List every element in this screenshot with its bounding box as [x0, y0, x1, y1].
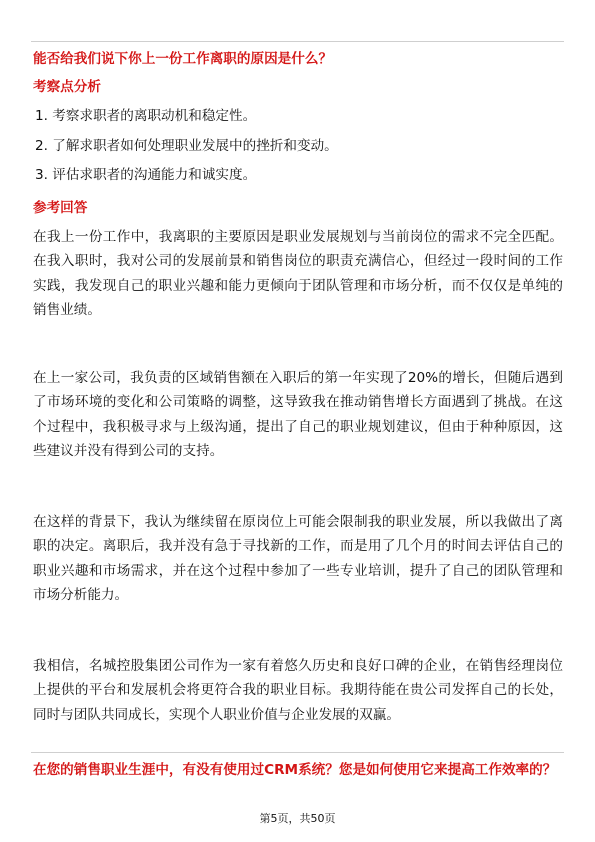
answer-paragraph: 在上一家公司，我负责的区域销售额在入职后的第一年实现了20%的增长，但随后遇到了市场环境的变化和公司策略的调整，这导致我在推动销售增长方面遇到了挑战。在这个过程中，我积极寻求与上级沟通，提出了自己的职业规划建议，但由于种种原因，这些建议并没有得到公司的支持。 — [33, 370, 563, 459]
section-divider — [31, 752, 564, 753]
answer-paragraph: 在我上一份工作中，我离职的主要原因是职业发展规划与当前岗位的需求不完全匹配。在我入职时，我对公司的发展前景和销售岗位的职责充满信心，但经过一段时间的工作实践，我发现自己的职业兴趣和能力更倾向于团队管理和市场分析，而不仅仅是单纯的销售业绩。 — [33, 229, 563, 318]
next-question-title: 在您的销售职业生涯中，有没有使用过CRM系统？您是如何使用它来提高工作效率的？ — [33, 762, 557, 778]
answer-paragraph: 在这样的背景下，我认为继续留在原岗位上可能会限制我的职业发展，所以我做出了离职的决定。离职后，我并没有急于寻找新的工作，而是用了几个月的时间去评估自己的职业兴趣和市场需求，并在这个过程中参加了一些专业培训，提升了自己的团队管理和市场分析能力。 — [33, 514, 563, 603]
top-divider — [31, 41, 564, 42]
analysis-item: 3. 评估求职者的沟通能力和诚实度。 — [35, 167, 257, 183]
analysis-heading: 考察点分析 — [33, 79, 101, 95]
analysis-item: 1. 考察求职者的离职动机和稳定性。 — [35, 108, 257, 124]
question-title: 能否给我们说下你上一份工作离职的原因是什么？ — [33, 51, 333, 67]
answer-paragraph: 我相信，名城控股集团公司作为一家有着悠久历史和良好口碑的企业，在销售经理岗位上提供的平台和发展机会将更符合我的职业目标。我期待能在贵公司发挥自己的长处，同时与团队共同成长，实现个人职业价值与企业发展的双赢。 — [33, 658, 563, 723]
page-number: 第5页，共50页 — [259, 812, 336, 825]
analysis-item: 2. 了解求职者如何处理职业发展中的挫折和变动。 — [35, 138, 338, 154]
answer-heading: 参考回答 — [33, 200, 88, 216]
